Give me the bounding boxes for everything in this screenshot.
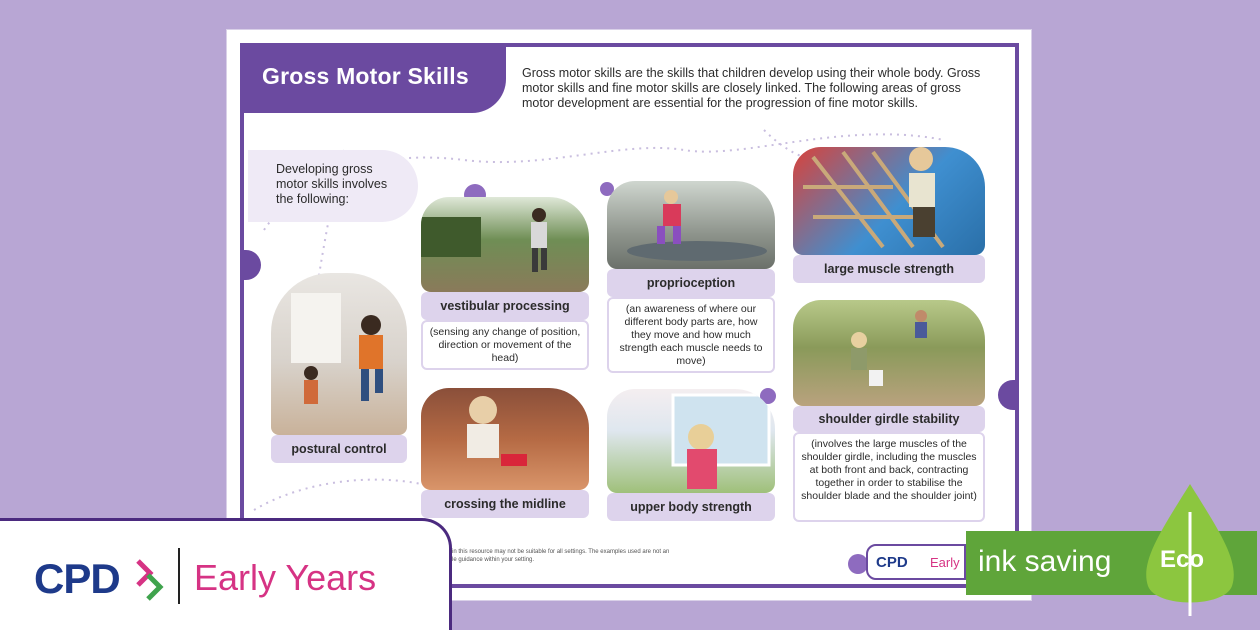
- label-proprioception: proprioception: [607, 269, 775, 297]
- label-crossing-the-midline: crossing the midline: [421, 490, 589, 518]
- photo-upper-body-strength: [607, 389, 775, 493]
- decorative-dot: [848, 554, 868, 574]
- fine-print: [452, 548, 669, 564]
- lead-text: Developing gross motor skills involves the following:: [276, 162, 388, 206]
- photo-large-muscle-strength: [793, 147, 985, 255]
- label-large-muscle-strength: large muscle strength: [793, 255, 985, 283]
- fine-print-line-1: in this resource may not be suitable for all settings. The examples used are not an: [452, 549, 670, 555]
- mini-early-text: Early: [930, 555, 960, 570]
- ink-saving-text: ink saving: [978, 545, 1112, 578]
- brand-divider: [178, 548, 180, 604]
- label-shoulder-girdle-stability: shoulder girdle stability: [793, 406, 985, 432]
- chevron-arrow-icon: [134, 557, 166, 601]
- photo-crossing-the-midline: [421, 388, 589, 490]
- cpd-logo-text: CPD: [34, 555, 120, 602]
- photo-proprioception: [607, 181, 775, 269]
- photo-postural-control: [271, 273, 407, 435]
- desc-vestibular-processing: (sensing any change of position, direction or movement of the head): [421, 320, 589, 370]
- lead-bubble: [248, 150, 418, 222]
- page-title: Gross Motor Skills: [262, 63, 469, 89]
- desc-shoulder-girdle-stability: (involves the large muscles of the shoulder girdle, including the muscles at both front and back, contracting together in order to stabilise the shoulder blade and the shoulder joint): [793, 432, 985, 522]
- desc-proprioception: (an awareness of where our different body parts are, how they move and how much strength each muscle needs to move): [607, 297, 775, 373]
- label-postural-control: postural control: [271, 435, 407, 463]
- mini-cpd-logo: [866, 544, 966, 580]
- label-vestibular-processing: vestibular processing: [421, 292, 589, 320]
- title-banner: [244, 47, 506, 113]
- fine-print-line-2: le guidance within your setting.: [452, 557, 535, 563]
- mini-cpd-text: CPD: [876, 554, 908, 571]
- intro-text: Gross motor skills are the skills that children develop using their whole body. Gross motor skills and fine motor skills are closely linked. The following areas of gross motor development are essential for the progression of fine motor skills.: [522, 66, 981, 110]
- eco-leaf-icon: [1140, 482, 1240, 623]
- photo-vestibular-processing: [421, 197, 589, 292]
- eco-text: Eco: [1160, 546, 1205, 573]
- cpd-brand-panel: [0, 518, 452, 630]
- photo-shoulder-girdle-stability: [793, 300, 985, 406]
- early-years-text: Early Years: [194, 557, 377, 598]
- label-upper-body-strength: upper body strength: [607, 493, 775, 521]
